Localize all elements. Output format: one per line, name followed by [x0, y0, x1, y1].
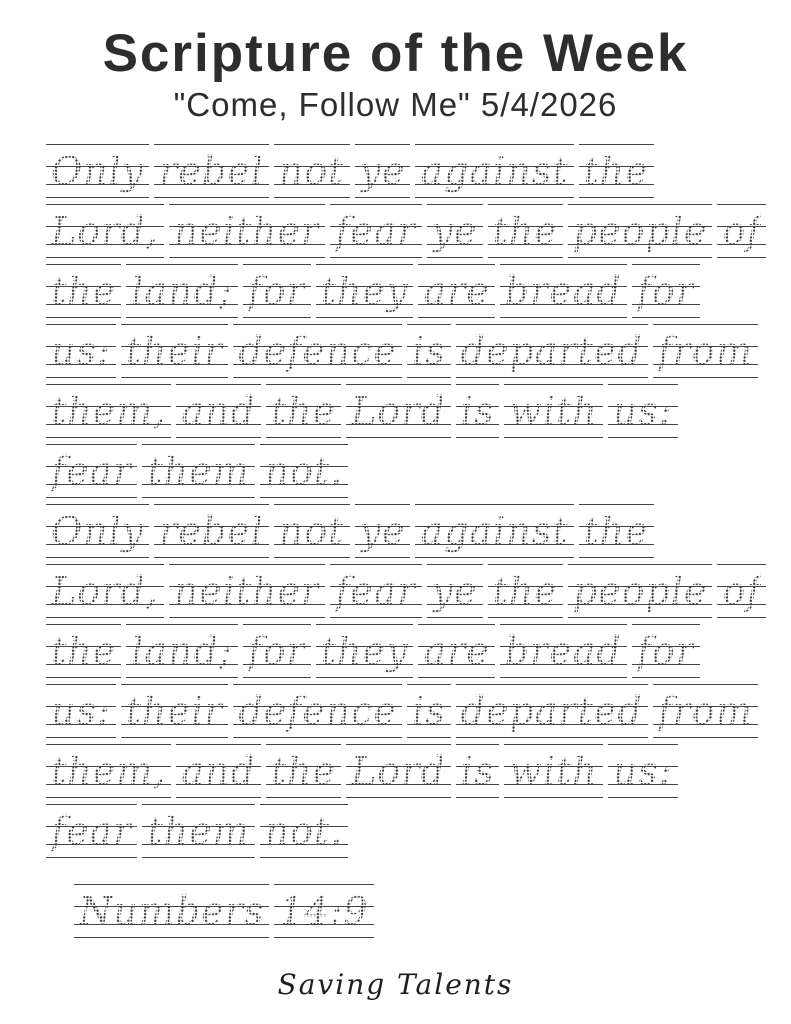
trace-word-text: they [321, 272, 409, 318]
trace-word [488, 204, 563, 258]
verse-trace-line [46, 384, 791, 438]
trace-word-text: the [493, 572, 558, 618]
verse-trace-line [46, 204, 791, 258]
trace-word [504, 744, 602, 798]
trace-word-text: ye [360, 512, 406, 558]
trace-word-text: departed [461, 332, 643, 378]
trace-word [126, 264, 237, 318]
trace-word [608, 384, 678, 438]
trace-word [233, 324, 402, 378]
trace-word-text: Lord, [51, 212, 159, 258]
verse-trace-line [46, 144, 791, 198]
trace-word-text: their [126, 692, 224, 738]
trace-word [274, 144, 350, 198]
trace-word-text: Numbers [79, 892, 264, 938]
verse-trace-line [46, 504, 791, 558]
verse-trace-line [46, 444, 791, 498]
trace-word [488, 564, 563, 618]
trace-word-text: us: [613, 392, 673, 438]
trace-word [142, 444, 254, 498]
trace-word-text: against [420, 152, 568, 198]
trace-word [504, 384, 602, 438]
trace-word-text: are [423, 632, 489, 678]
trace-word [330, 564, 421, 618]
trace-word [46, 324, 116, 378]
trace-word [46, 264, 121, 318]
trace-word-text: of [722, 572, 761, 618]
trace-word [717, 564, 766, 618]
trace-word [46, 384, 171, 438]
trace-word-text: not. [265, 812, 344, 858]
trace-word-text: people [573, 572, 708, 618]
trace-word [154, 144, 269, 198]
trace-word-text: not. [265, 452, 344, 498]
trace-word-text: bread [505, 272, 622, 318]
trace-word-text: Lord, [51, 572, 159, 618]
trace-word-text: the [493, 212, 558, 258]
page-subtitle: "Come, Follow Me" 5/4/2026 [173, 86, 618, 124]
footer [0, 968, 791, 1001]
trace-word-text: them, [51, 752, 166, 798]
trace-word [316, 264, 414, 318]
trace-word [579, 144, 654, 198]
trace-word-text: from [658, 332, 753, 378]
trace-word-text: Lord [351, 392, 446, 438]
trace-word-text: the [271, 752, 336, 798]
trace-word-text: against [420, 512, 568, 558]
trace-word-text: and [181, 392, 255, 438]
trace-word [233, 684, 402, 738]
trace-word [274, 504, 350, 558]
trace-word [500, 264, 627, 318]
trace-word [346, 384, 451, 438]
trace-word-text: is [412, 332, 446, 378]
trace-word [456, 684, 648, 738]
trace-word [46, 444, 137, 498]
trace-word-text: for [637, 632, 695, 678]
trace-word-text: for [637, 272, 695, 318]
trace-word [176, 384, 260, 438]
trace-word-text: is [412, 692, 446, 738]
trace-word [407, 684, 451, 738]
reference-trace-line [74, 884, 791, 938]
trace-word-text: not [279, 512, 345, 558]
trace-word [632, 624, 700, 678]
trace-word [456, 744, 500, 798]
trace-word [266, 384, 341, 438]
trace-word-text: 14:9 [279, 892, 368, 938]
trace-word [355, 144, 411, 198]
trace-word [126, 624, 237, 678]
trace-word-text: is [461, 752, 495, 798]
trace-word-text: neither [174, 212, 321, 258]
verse-trace-line [46, 624, 791, 678]
verse-trace-line [46, 564, 791, 618]
verse-trace-line [46, 804, 791, 858]
trace-word [260, 804, 349, 858]
trace-word-text: fear [335, 572, 416, 618]
trace-word-text: defence [238, 332, 397, 378]
trace-word [121, 324, 229, 378]
trace-word [46, 504, 149, 558]
trace-word-text: with [509, 392, 597, 438]
trace-word-text: for [248, 632, 306, 678]
verse-trace-line [46, 324, 791, 378]
trace-word-text: us: [51, 332, 111, 378]
trace-word-text: ye [432, 572, 478, 618]
trace-word [346, 744, 451, 798]
verse-trace-line [46, 684, 791, 738]
trace-word-text: the [51, 272, 116, 318]
trace-word-text: the [51, 632, 116, 678]
trace-word [46, 804, 137, 858]
trace-word-text: fear [335, 212, 416, 258]
trace-word [456, 324, 648, 378]
trace-word-text: land; [131, 272, 232, 318]
trace-word [500, 624, 627, 678]
trace-lines [46, 144, 791, 938]
trace-word-text: of [722, 212, 761, 258]
trace-word-text: and [181, 752, 255, 798]
trace-word-text: us: [613, 752, 673, 798]
trace-word [717, 204, 766, 258]
trace-word [427, 564, 483, 618]
trace-word [46, 204, 164, 258]
trace-word-text: them, [51, 392, 166, 438]
trace-word-text: the [271, 392, 336, 438]
trace-word [46, 684, 116, 738]
trace-word [415, 144, 573, 198]
trace-word-text: are [423, 272, 489, 318]
header [0, 0, 791, 124]
verse-trace-line [46, 264, 791, 318]
trace-word-text: neither [174, 572, 321, 618]
trace-word [176, 744, 260, 798]
trace-word-text: ye [360, 152, 406, 198]
trace-word [142, 804, 254, 858]
trace-word-text: with [509, 752, 597, 798]
trace-word [418, 264, 494, 318]
brand-text: Saving Talents [277, 968, 514, 1002]
trace-word-text: defence [238, 692, 397, 738]
trace-word-text: them [147, 452, 249, 498]
trace-word [653, 684, 758, 738]
trace-word [355, 504, 411, 558]
trace-word [316, 624, 414, 678]
trace-word-text: not [279, 152, 345, 198]
trace-word [579, 504, 654, 558]
trace-word [243, 624, 311, 678]
trace-word [121, 684, 229, 738]
trace-word-text: bread [505, 632, 622, 678]
trace-word [427, 204, 483, 258]
trace-word [407, 324, 451, 378]
trace-word-text: fear [51, 452, 132, 498]
trace-word-text: departed [461, 692, 643, 738]
trace-word [169, 204, 326, 258]
trace-word [46, 624, 121, 678]
trace-word [266, 744, 341, 798]
trace-word [243, 264, 311, 318]
trace-word-text: land; [131, 632, 232, 678]
trace-word-text: their [126, 332, 224, 378]
trace-word [418, 624, 494, 678]
trace-word [74, 884, 269, 938]
trace-word-text: ye [432, 212, 478, 258]
trace-word-text: us: [51, 692, 111, 738]
trace-word [46, 744, 171, 798]
trace-word [46, 144, 149, 198]
trace-word [568, 204, 713, 258]
page-title: Scripture of the Week [102, 24, 689, 83]
trace-word [653, 324, 758, 378]
trace-word-text: Only [51, 512, 144, 558]
trace-word-text: Only [51, 152, 144, 198]
trace-word [169, 564, 326, 618]
trace-word-text: them [147, 812, 249, 858]
trace-word-text: Lord [351, 752, 446, 798]
trace-word-text: they [321, 632, 409, 678]
trace-word [274, 884, 373, 938]
trace-word [632, 264, 700, 318]
trace-word-text: people [573, 212, 708, 258]
trace-word-text: fear [51, 812, 132, 858]
trace-word [46, 564, 164, 618]
trace-word-text: rebel [159, 512, 264, 558]
trace-word [456, 384, 500, 438]
trace-word-text: the [584, 152, 649, 198]
trace-word-text: is [461, 392, 495, 438]
trace-word [330, 204, 421, 258]
trace-word [568, 564, 713, 618]
verse-trace-line [46, 744, 791, 798]
trace-word-text: from [658, 692, 753, 738]
trace-word [608, 744, 678, 798]
trace-word [415, 504, 573, 558]
trace-word-text: the [584, 512, 649, 558]
trace-word-text: for [248, 272, 306, 318]
trace-word [260, 444, 349, 498]
trace-word [154, 504, 269, 558]
trace-word-text: rebel [159, 152, 264, 198]
